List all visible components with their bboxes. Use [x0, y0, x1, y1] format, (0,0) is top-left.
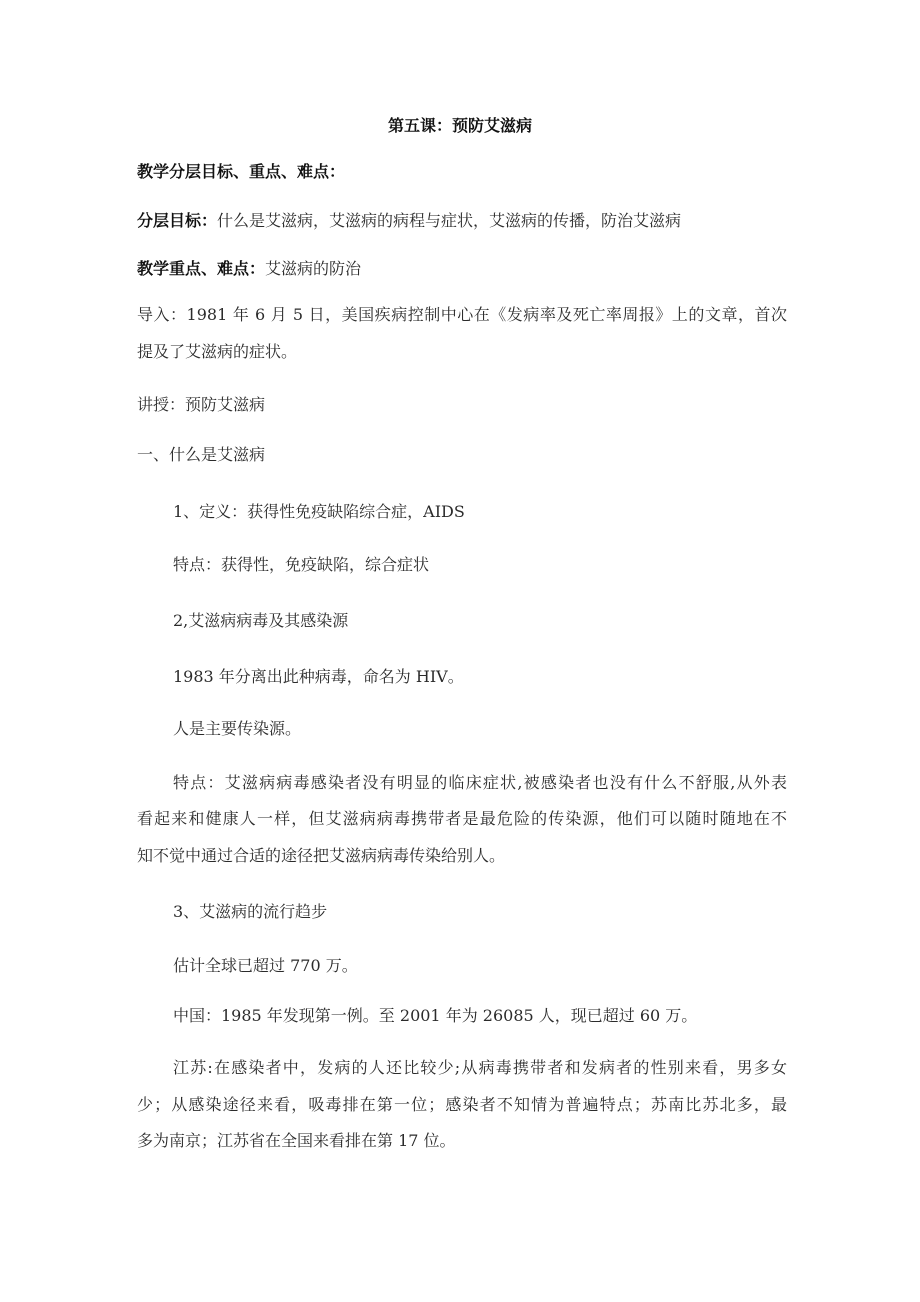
- layered-goals-text: 什么是艾滋病，艾滋病的病程与症状，艾滋病的传播，防治艾滋病: [217, 211, 682, 230]
- key-points-label: 教学重点、难点：: [137, 259, 266, 278]
- lecture-topic: 讲授：预防艾滋病: [137, 395, 266, 414]
- carrier-line-2: 看起来和健康人一样，但艾滋病病毒携带者是最危险的传染源，他们可以随时随地在不: [137, 809, 787, 828]
- virus-heading: 2,艾滋病病毒及其感染源: [173, 611, 349, 630]
- trend-heading: 3、艾滋病的流行趋步: [173, 902, 328, 921]
- china-stats: 中国：1985 年发现第一例。至 2001 年为 26085 人，现已超过 60 万。: [173, 1006, 698, 1025]
- infection-source: 人是主要传染源。: [173, 719, 302, 738]
- virus-isolated: 1983 年分离出此种病毒，命名为 HIV。: [173, 667, 464, 686]
- section-heading-1: 一、什么是艾滋病: [137, 445, 266, 464]
- key-points-text: 艾滋病的防治: [265, 259, 362, 278]
- jiangsu-line-2: 少；从感染途径来看，吸毒排在第一位；感染者不知情为普遍特点；苏南比苏北多，最: [137, 1095, 787, 1114]
- jiangsu-line-3: 多为南京；江苏省在全国来看排在第 17 位。: [137, 1131, 456, 1150]
- global-estimate: 估计全球已超过 770 万。: [173, 956, 358, 975]
- carrier-line-1: 特点：艾滋病病毒感染者没有明显的临床症状,被感染者也没有什么不舒服,从外表: [173, 773, 787, 792]
- intro-line-1: 导入：1981 年 6 月 5 日，美国疾病控制中心在《发病率及死亡率周报》上的文章，首次: [137, 305, 787, 324]
- intro-line-2: 提及了艾滋病的症状。: [137, 342, 298, 361]
- layered-goals: [137, 211, 681, 231]
- layered-goals-label: 分层目标：: [137, 211, 218, 230]
- objectives-heading: 教学分层目标、重点、难点：: [137, 162, 346, 181]
- jiangsu-line-1: 江苏:在感染者中，发病的人还比较少;从病毒携带者和发病者的性别来看，男多女: [173, 1058, 787, 1077]
- lesson-title: 第五课：预防艾滋病: [387, 116, 532, 135]
- definition-features: 特点：获得性，免疫缺陷，综合症状: [173, 555, 430, 574]
- carrier-line-3: 知不觉中通过合适的途径把艾滋病病毒传染给别人。: [137, 846, 506, 865]
- definition: 1、定义：获得性免疫缺陷综合症，AIDS: [173, 502, 465, 521]
- key-points: [137, 259, 361, 279]
